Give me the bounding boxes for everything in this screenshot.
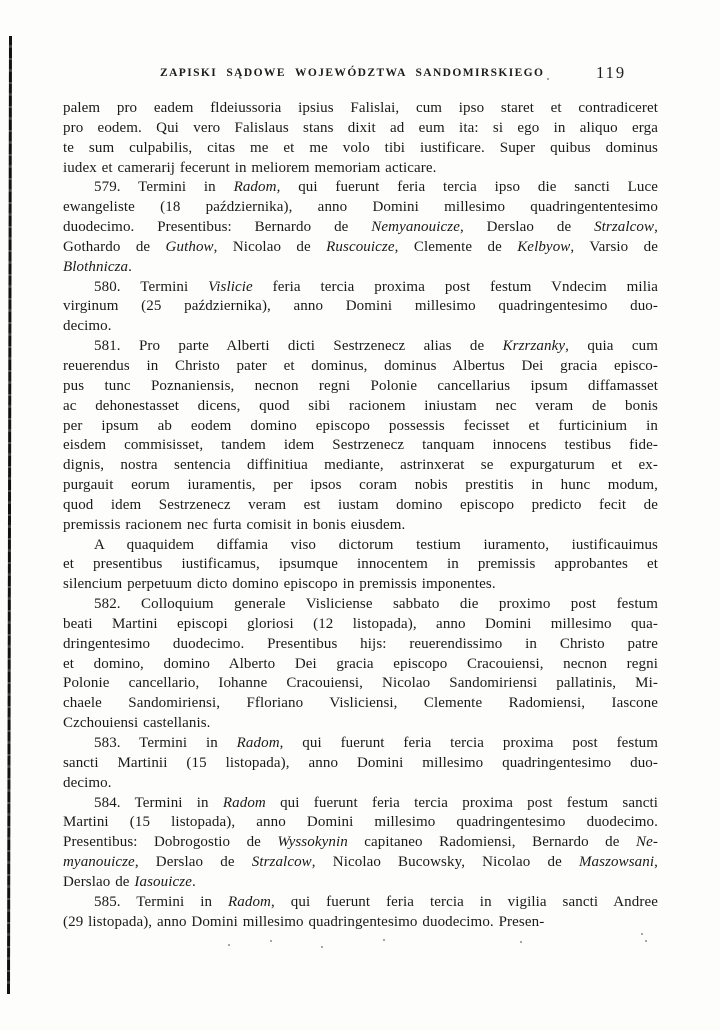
text-line xyxy=(63,297,658,317)
text-run: Martini (15 listopada), anno Domini millesimo quadringentesimo duodecimo. xyxy=(63,814,658,831)
italic-text-run: Radom xyxy=(227,893,271,910)
text-run: , xyxy=(654,854,658,871)
text-line xyxy=(63,873,658,893)
italic-text-run: Blothnicza xyxy=(63,258,129,275)
text-line xyxy=(63,278,658,298)
text-line xyxy=(63,615,658,635)
paragraph xyxy=(63,337,658,535)
text-run: 582. Colloquium generale Visliciense sabbato die proximo post festum xyxy=(94,596,658,613)
text-run: dringentesimo duodecimo. Presentibus hijs: reuerendissimo in Christo patre xyxy=(63,635,658,652)
paragraph xyxy=(63,734,658,794)
text-run: , Nicolao Bucowsky, Nicolao de xyxy=(311,854,579,871)
text-line xyxy=(63,417,658,437)
italic-text-run: Strzalcow xyxy=(251,854,312,871)
text-run: duodecimo. Presentibus: Bernardo de xyxy=(63,219,372,236)
text-line xyxy=(63,397,658,417)
italic-text-run: Strzalcow xyxy=(594,219,655,236)
text-run: Gothardo de xyxy=(63,238,166,255)
italic-text-run: Radom xyxy=(236,735,280,751)
text-line xyxy=(63,238,658,258)
text-line xyxy=(63,337,658,357)
scan-speckle xyxy=(270,940,272,942)
text-line xyxy=(63,99,658,119)
italic-text-run: Krzrzanky xyxy=(502,338,566,355)
text-line xyxy=(63,813,658,833)
text-line xyxy=(63,178,658,198)
text-run: ewangeliste (18 października), anno Domini millesimo quadringententesimo xyxy=(63,199,658,216)
text-run: beati Martini episcopi gloriosi (12 listopada), anno Domini millesimo qua- xyxy=(63,615,658,632)
text-line xyxy=(63,893,658,913)
italic-text-run: Kelbyow xyxy=(517,238,571,255)
text-line xyxy=(63,496,658,516)
italic-text-run: Radom xyxy=(222,794,266,811)
text-run: decimo. xyxy=(63,318,112,335)
text-line xyxy=(63,476,658,496)
italic-text-run: Vislicie xyxy=(208,278,253,295)
paragraph xyxy=(63,278,658,338)
text-run: dignis, nostra sentencia diffinitiua mediante, astrinxerat se expurgaturum et ex- xyxy=(63,457,658,474)
text-line xyxy=(63,694,658,714)
text-run: , Nicolao de xyxy=(213,238,327,255)
text-line xyxy=(63,357,658,377)
text-run: . xyxy=(191,873,196,890)
scan-speckle xyxy=(520,941,522,943)
italic-text-run: myanouicze xyxy=(63,854,135,871)
text-run: . xyxy=(128,258,133,275)
text-run: , xyxy=(654,219,658,236)
paragraph xyxy=(63,794,658,893)
text-line xyxy=(63,853,658,873)
text-run: virginum (25 października), anno Domini millesimo quadringentesimo duo- xyxy=(63,298,658,315)
page-number: 119 xyxy=(596,63,627,82)
text-run: , quia cum xyxy=(565,338,658,355)
text-line xyxy=(63,674,658,694)
text-run: 579. Termini in xyxy=(94,179,234,196)
text-run: Derslao de xyxy=(63,873,135,890)
text-block xyxy=(63,99,658,932)
text-run: ac dehonestasset dicens, quod sibi racionem iniustam nec veram de bonis xyxy=(63,397,658,414)
text-run: pro eodem. Qui vero Falislaus stans dixit ad eum ita: si ego in aliquo erga xyxy=(63,119,658,136)
text-line xyxy=(63,516,658,536)
scan-speckle xyxy=(547,78,549,80)
text-line xyxy=(63,774,658,794)
scan-speckle xyxy=(228,944,230,946)
text-line xyxy=(63,317,658,337)
text-run: sancti Martinii (15 listopada), anno Domini millesimo quadringentesimo duo- xyxy=(63,754,658,771)
text-run: Polonie cancellario, Iohanne Cracouiensi, Nicolao Sandomiriensi pallatinis, Mi- xyxy=(63,675,658,692)
text-run: premissis racionem nec furta comisit in bonis eiusdem. xyxy=(63,516,406,533)
text-run: 580. Termini xyxy=(94,278,209,295)
text-run: , Varsio de xyxy=(570,238,658,255)
text-run: palem pro eadem fldeiussoria ipsius Falislai, cum ipso staret et contradiceret xyxy=(63,100,658,116)
text-run: capitaneo Radomiensi, Bernardo de xyxy=(347,834,637,851)
text-line xyxy=(63,794,658,814)
italic-text-run: Maszowsani xyxy=(578,854,655,871)
text-run: iudex et camerarij fecerunt in meliorem memoriam acticare. xyxy=(63,159,437,176)
scan-speckle xyxy=(383,939,385,941)
text-run: , Derslao de xyxy=(459,219,595,236)
text-run: chaele Sandomiriensi, Ffloriano Visliciensi, Clemente Radomiensi, Iascone xyxy=(63,695,658,712)
text-line xyxy=(63,734,658,754)
text-run: silencium perpetuum dicto domino episcopo in premissis imponentes. xyxy=(63,576,496,593)
italic-text-run: Wyssokynin xyxy=(277,834,348,851)
text-run: , Clemente de xyxy=(394,238,518,255)
text-run: feria tercia proxima post festum Vndecim milia xyxy=(252,278,658,295)
paragraph xyxy=(63,99,658,178)
text-line xyxy=(63,635,658,655)
text-run: qui fuerunt feria tercia proxima post festum sancti xyxy=(265,794,658,811)
text-run: quod idem Sestrzenecz veram est iustam domino episcopo predicto fecit de xyxy=(63,496,658,513)
text-line xyxy=(63,159,658,179)
text-run: , qui fuerunt feria tercia in vigilia sancti Andree xyxy=(270,893,658,910)
italic-text-run: Guthow xyxy=(165,238,214,255)
text-line xyxy=(63,655,658,675)
scan-speckle xyxy=(645,940,647,942)
text-line xyxy=(63,833,658,853)
page-edge-scan-line xyxy=(7,36,12,994)
text-run: Presentibus: Dobrogostio de xyxy=(63,834,278,851)
text-line xyxy=(63,119,658,139)
scan-speckle xyxy=(641,933,643,935)
text-line xyxy=(63,258,658,278)
text-run: 583. Termini in xyxy=(94,735,237,751)
paragraph xyxy=(63,178,658,277)
text-run: (29 listopada), anno Domini millesimo quadringentesimo duodecimo. Presen- xyxy=(63,913,545,930)
text-run: te sum culpabilis, citas me et me volo tibi iustificare. Super quibus dominus xyxy=(63,139,658,156)
text-run: decimo. xyxy=(63,774,112,791)
text-run: A quaquidem diffamia viso dictorum testium iuramento, iustificauimus xyxy=(94,536,658,553)
text-line xyxy=(63,754,658,774)
text-line xyxy=(63,456,658,476)
text-run: pus tunc Poznaniensis, necnon regni Polonie cancellarius ipsum diffamasset xyxy=(63,377,658,394)
paragraph xyxy=(63,536,658,596)
text-line xyxy=(63,198,658,218)
text-line xyxy=(63,714,658,734)
paragraph xyxy=(63,595,658,734)
italic-text-run: Iasouicze xyxy=(134,873,192,890)
text-run: et domino, domino Alberto Dei gracia episcopo Cracouiensi, necnon regni xyxy=(63,655,658,672)
paragraph xyxy=(63,893,658,933)
text-run: 584. Termini in xyxy=(94,794,223,811)
text-run: reuerendus in Christo pater et dominus, dominus Albertus Dei gracia episco- xyxy=(63,357,658,374)
scan-speckle xyxy=(321,946,323,948)
text-run: purgauit eorum iuramentis, per ipsos coram nobis prestitis in hunc modum, xyxy=(63,477,658,494)
text-line xyxy=(63,377,658,397)
italic-text-run: Ne- xyxy=(636,834,658,851)
text-line xyxy=(63,436,658,456)
running-title: ZAPISKI SĄDOWE WOJEWÓDZTWA SANDOMIRSKIEGO xyxy=(160,67,545,79)
text-line xyxy=(63,218,658,238)
text-line xyxy=(63,139,658,159)
text-line xyxy=(63,536,658,556)
text-run: per ipsum ab eodem domino episcopo possessis fecisset et furticinium in xyxy=(63,417,658,434)
text-run: , Derslao de xyxy=(134,854,252,871)
text-run: , qui fuerunt feria tercia proxima post festum xyxy=(279,735,658,751)
text-line xyxy=(63,913,658,933)
text-line xyxy=(63,575,658,595)
text-run: et presentibus iustificamus, ipsumque innocentem in premissis approbantes et xyxy=(63,556,658,573)
italic-text-run: Radom xyxy=(233,179,277,196)
text-run: 581. Pro parte Alberti dicti Sestrzenecz alias de xyxy=(94,338,503,355)
text-line xyxy=(63,555,658,575)
italic-text-run: Ruscouicze xyxy=(326,238,395,255)
italic-text-run: Nemyanouicze xyxy=(371,219,460,236)
text-line xyxy=(63,595,658,615)
text-run: , qui fuerunt feria tercia ipso die sancti Luce xyxy=(276,179,658,196)
text-run: Czchouiensi castellanis. xyxy=(63,715,211,732)
text-run: eisdem commisisset, tandem idem Sestrzenecz tanquam innocens testibus fide- xyxy=(63,437,658,454)
text-run: 585. Termini in xyxy=(94,893,228,910)
